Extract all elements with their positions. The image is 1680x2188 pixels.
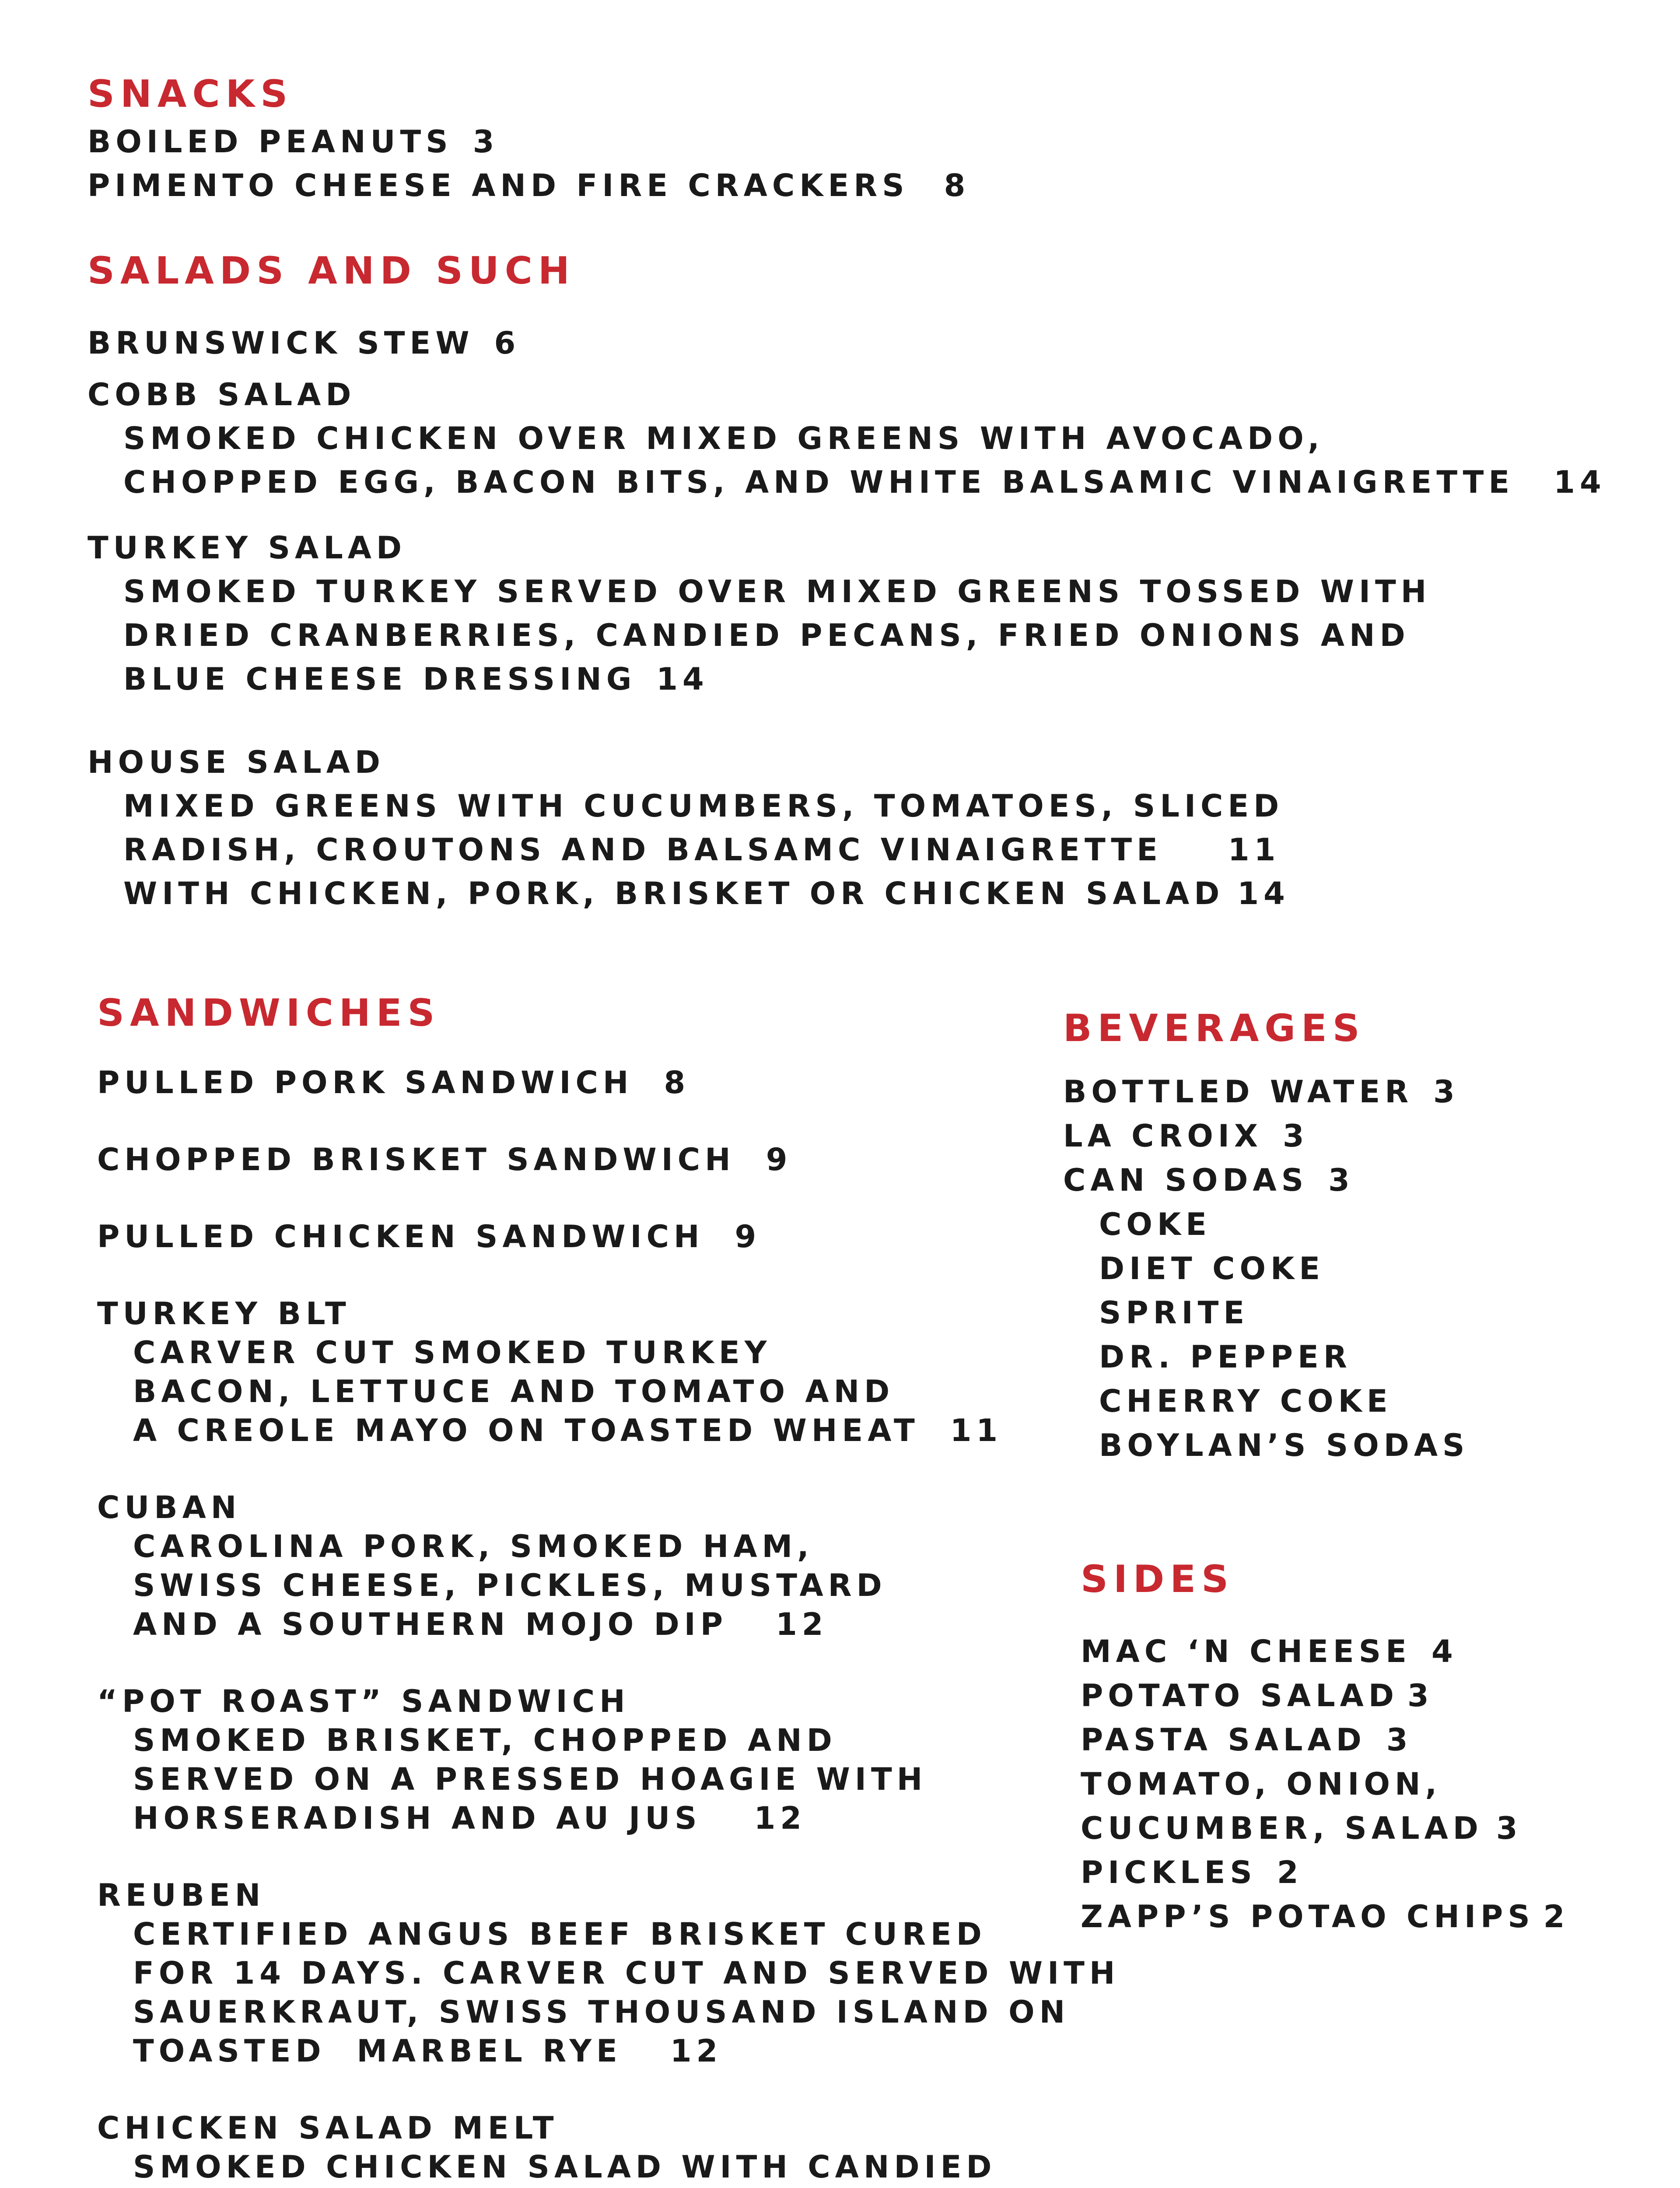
item-description: SMOKED TURKEY SERVED OVER MIXED GREENS TOSSED WITH [123,574,1432,610]
item-description: CAROLINA PORK, SMOKED HAM, [133,1529,814,1564]
item-price: 9 [766,1142,792,1178]
item-description: SAUERKRAUT, SWISS THOUSAND ISLAND ON [133,1994,1070,2030]
item-name: TURKEY BLT [97,1296,351,1332]
item-price: 3 [1433,1074,1460,1110]
item-price: 12 [754,1800,807,1836]
item-price: 8 [944,168,970,203]
menu-item-can-sodas [1063,1158,1623,1203]
item-price: 3 [1386,1722,1413,1758]
item-price: 2 [1543,1899,1570,1935]
sandwiches-heading: SANDWICHES [97,991,441,1035]
item-price: 3 [1328,1162,1354,1198]
item-description: CHOPPED EGG, BACON BITS, AND WHITE BALSAMIC VINAIGRETTE [123,464,1515,500]
beverages-heading: BEVERAGES [1063,1006,1365,1050]
item-name: COBB SALAD [88,377,356,413]
top-column [88,70,1606,923]
item-name: CHOPPED BRISKET SANDWICH [97,1142,735,1178]
menu-item-pasta-salad [1081,1718,1623,1762]
item-price: 2 [1277,1855,1303,1890]
menu-item-mac-n-cheese [1081,1630,1623,1674]
beverages-list [1063,1070,1623,1468]
soda-option: SPRITE [1099,1295,1250,1331]
item-description: SMOKED CHICKEN OVER MIXED GREENS WITH AVOCADO, [123,421,1324,456]
item-price: 14 [656,661,709,697]
item-price: 4 [1431,1634,1458,1669]
item-price: 3 [1496,1810,1522,1846]
item-name: REUBEN [97,1877,266,1913]
menu-item-la-croix [1063,1114,1623,1158]
beverages-sides-column [1063,1004,1623,1939]
sides-list [1081,1630,1623,1939]
menu-item-cobb-salad [88,373,1606,504]
menu-item-cucumber-salad [1081,1806,1623,1851]
menu-item-zapps-chips [1081,1895,1623,1939]
item-price: 14 [1237,876,1290,912]
item-description: FOR 14 DAYS. CARVER CUT AND SERVED WITH [133,1955,1120,1991]
item-price: 8 [664,1065,690,1101]
item-price: 3 [1282,1118,1309,1154]
item-description: HORSERADISH AND AU JUS [133,1800,702,1836]
salads-heading: SALADS AND SUCH [88,249,575,293]
menu-item-pimento-cheese-crackers [88,164,1575,207]
menu-item-pot-roast [97,1682,1086,1838]
item-name: CUCUMBER, SALAD [1081,1810,1483,1846]
item-name: CUBAN [97,1490,242,1525]
item-price: 11 [950,1413,1003,1448]
item-name: PASTA SALAD [1081,1722,1366,1758]
item-name: LA CROIX [1063,1118,1263,1154]
item-name: TURKEY SALAD [88,530,407,566]
menu-item-reuben [97,1876,1120,2071]
menu-item-house-salad [88,740,1575,915]
sides-heading: SIDES [1081,1557,1235,1601]
item-description: BACON, LETTUCE AND TOMATO AND [133,1374,895,1410]
item-description: AND A SOUTHERN MOJO DIP [133,1606,728,1642]
menu-item-brunswick-stew [88,321,1575,365]
menu-item-turkey-blt [97,1294,1086,1450]
item-description: A CREOLE MAYO ON TOASTED WHEAT [133,1413,920,1448]
soda-option: DR. PEPPER [1099,1339,1352,1375]
item-name: PICKLES [1081,1855,1257,1890]
item-description: CERTIFIED ANGUS BEEF BRISKET CURED [133,1916,987,1952]
item-description: SMOKED BRISKET, CHOPPED AND [133,1722,837,1758]
item-description: SERVED ON A PRESSED HOAGIE WITH [133,1761,928,1797]
soda-option: CHERRY COKE [1099,1383,1393,1419]
menu-item-chopped-brisket [97,1140,1086,1179]
snacks-list [88,120,1575,207]
item-name: BRUNSWICK STEW [88,325,474,361]
item-name: POTATO SALAD [1081,1678,1399,1714]
menu-item-bottled-water [1063,1070,1623,1114]
soda-option: BOYLAN’S SODAS [1099,1427,1470,1463]
item-description: TOASTED MARBEL RYE [133,2033,622,2069]
item-description: RADISH, CROUTONS AND BALSAMC VINAIGRETTE [123,832,1162,868]
item-price: 3 [1407,1678,1434,1714]
sandwiches-column [97,989,1120,2188]
item-name: PIMENTO CHEESE AND FIRE CRACKERS [88,168,909,203]
menu-item-potato-salad [1081,1674,1623,1718]
item-name: PULLED CHICKEN SANDWICH [97,1219,704,1255]
item-price: 11 [1228,832,1281,868]
menu-item-tomato-onion [1081,1762,1623,1806]
item-price: 14 [1554,464,1606,500]
item-name: ZAPP’S POTAO CHIPS [1081,1899,1535,1935]
item-price: 12 [670,2033,723,2069]
item-name: CAN SODAS [1063,1162,1309,1198]
menu-item-cuban [97,1488,1086,1644]
item-description: CARVER CUT SMOKED TURKEY [133,1335,772,1371]
snacks-heading: SNACKS [88,72,294,116]
menu-item-pulled-chicken [97,1217,1086,1256]
item-name: BOILED PEANUTS [88,124,453,160]
item-price: 3 [472,124,499,160]
soda-option: COKE [1099,1206,1211,1242]
menu-item-pickles [1081,1851,1623,1895]
item-name: CHICKEN SALAD MELT [97,2110,559,2146]
item-description: SWISS CHEESE, PICKLES, MUSTARD [133,1567,887,1603]
menu-item-turkey-salad [88,526,1575,701]
item-price: 6 [494,325,521,361]
menu-item-chicken-salad-melt [97,2109,1086,2188]
item-name: HOUSE SALAD [88,744,385,780]
item-description: SMOKED CHICKEN SALAD WITH CANDIED [133,2149,997,2185]
item-description: DRIED CRANBERRIES, CANDIED PECANS, FRIED ONIONS AND [123,617,1410,653]
item-name: BOTTLED WATER [1063,1074,1414,1110]
item-name: TOMATO, ONION, [1081,1766,1442,1802]
item-name: PULLED PORK SANDWICH [97,1065,634,1101]
item-description: BLUE CHEESE DRESSING [123,661,637,697]
item-name: MAC ‘N CHEESE [1081,1634,1411,1669]
menu-item-pulled-pork [97,1063,1086,1102]
item-price: 12 [776,1606,828,1642]
menu-item-boiled-peanuts [88,120,1575,164]
item-price: 9 [735,1219,761,1255]
soda-option: DIET COKE [1099,1251,1325,1287]
item-description: MIXED GREENS WITH CUCUMBERS, TOMATOES, SLICED [123,788,1284,824]
item-name: “POT ROAST” SANDWICH [97,1683,630,1719]
item-description: WITH CHICKEN, PORK, BRISKET OR CHICKEN SALAD [123,876,1225,912]
